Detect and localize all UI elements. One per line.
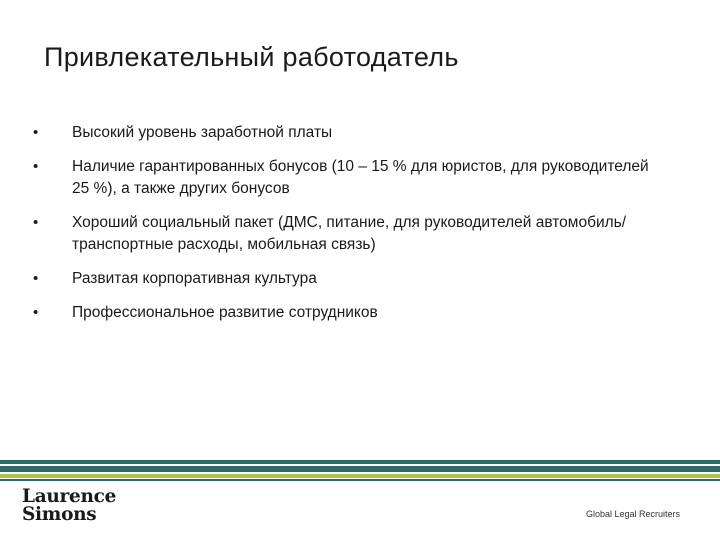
bullet-marker: • — [33, 158, 39, 175]
bullet-text: Развитая корпоративная культура — [72, 270, 317, 287]
stripe-teal-bottom — [0, 479, 720, 481]
company-tagline: Global Legal Recruiters — [585, 509, 680, 519]
bullet-text: Наличие гарантированных бонусов (10 – 15 % для юристов, для руководителей 25 %), а также других бонусов — [72, 158, 649, 197]
bullet-list — [30, 122, 650, 336]
list-item — [30, 122, 650, 144]
list-item — [30, 268, 650, 290]
bullet-marker: • — [33, 304, 39, 321]
list-item — [30, 212, 650, 256]
logo-line-2: Simons — [22, 504, 97, 525]
stripe-teal-middle — [0, 466, 720, 472]
stripe-teal-top — [0, 460, 720, 464]
list-item — [30, 302, 650, 324]
bullet-text: Высокий уровень заработной платы — [72, 124, 333, 141]
footer-stripes — [0, 460, 720, 481]
bullet-marker: • — [33, 270, 39, 287]
logo-line-1: Laurence — [22, 486, 117, 507]
stripe-green — [0, 474, 720, 478]
slide-title: Привлекательный работодатель — [44, 42, 459, 72]
bullet-marker: • — [33, 214, 39, 231]
bullet-text: Профессиональное развитие сотрудников — [72, 304, 378, 321]
list-item — [30, 156, 650, 200]
bullet-text: Хороший социальный пакет (ДМС, питание, для руководителей автомобиль/транспортные расходы, мобильная связь) — [72, 214, 627, 253]
bullet-marker: • — [33, 124, 39, 141]
company-logo — [22, 488, 116, 524]
